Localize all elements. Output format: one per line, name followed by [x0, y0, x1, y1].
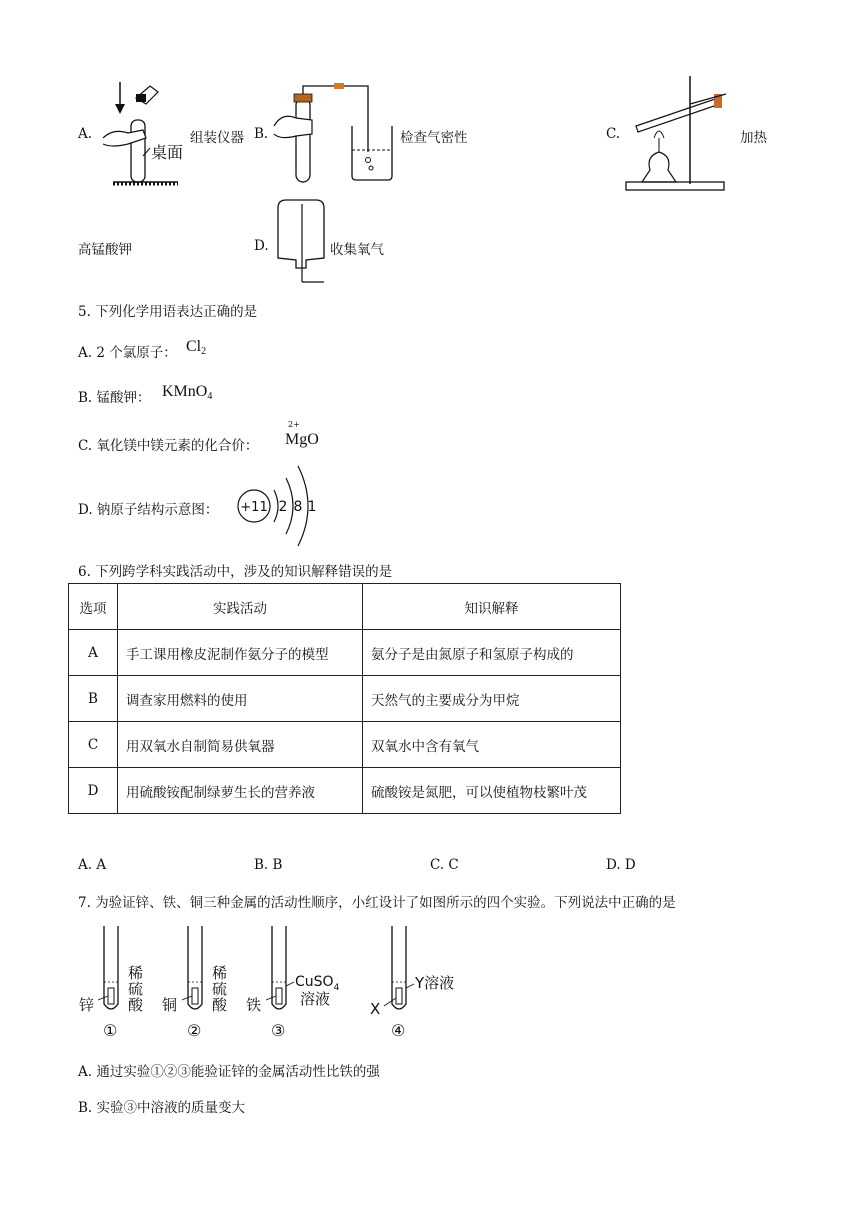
q4-option-d-caption: 收集氧气 — [330, 242, 384, 258]
tube-3-number: ③ — [271, 1021, 286, 1040]
table-header-cell: 选项 — [69, 584, 118, 630]
tube-2-number: ② — [187, 1021, 202, 1040]
q6-option-b: B. B — [254, 857, 283, 873]
q5-option-c-formula: MgO — [285, 431, 319, 448]
tube-3-solution-word: 溶液 — [300, 990, 331, 1008]
desk-label: 桌面 — [151, 143, 184, 162]
sodium-atom-structure-diagram — [236, 460, 326, 552]
table-header-cell: 实践活动 — [118, 584, 363, 630]
heating-apparatus-illustration — [626, 72, 726, 192]
q4-option-c-caption: 加热 — [740, 130, 767, 146]
q5-option-b-formula: KMnO$_4$ — [162, 383, 213, 402]
test-tube-3 — [246, 926, 340, 1040]
q4-option-a-caption: 组装仪器 — [190, 130, 244, 146]
q5-option-b-text: B. 锰酸钾： — [78, 390, 151, 406]
shell-1-electron-count: 2 — [278, 499, 288, 515]
table-cell-activity: 调查家用燃料的使用 — [118, 676, 363, 722]
tube-1-solution-char-3: 酸 — [128, 996, 144, 1014]
q4-option-c-letter: C. — [606, 126, 621, 142]
q4-option-d-letter: D. — [254, 238, 269, 254]
q4-option-c-caption-continued: 高锰酸钾 — [78, 242, 132, 258]
tube-1-metal-label: 锌 — [79, 996, 95, 1014]
tube-4-metal-label: X — [370, 1000, 381, 1018]
shell-3-electron-count: 1 — [307, 499, 317, 515]
test-tube-1 — [79, 926, 144, 1040]
q5-option-a-formula: $Cl_2$ — [186, 338, 207, 357]
table-cell-explanation: 双氧水中含有氧气 — [363, 722, 621, 768]
table-cell-explanation: 硫酸铵是氮肥，可以使植物枝繁叶茂 — [363, 768, 621, 814]
table-row — [69, 676, 621, 722]
table-header-row — [69, 584, 621, 630]
metal-activity-experiment-diagram — [76, 922, 476, 1046]
tube-3-metal-label: 铁 — [246, 996, 262, 1014]
tube-1-solution-char-1: 稀 — [128, 964, 144, 982]
table-cell-activity: 手工课用橡皮泥制作氨分子的模型 — [118, 630, 363, 676]
table-cell-explanation: 天然气的主要成分为甲烷 — [363, 676, 621, 722]
table-cell-activity: 用双氧水自制简易供氧器 — [118, 722, 363, 768]
q6-option-d: D. D — [606, 857, 636, 873]
q6-option-c: C. C — [430, 857, 459, 873]
nucleus-charge-label: +11 — [240, 500, 268, 515]
q5-option-d-text: D. 钠原子结构示意图： — [78, 502, 219, 518]
tube-4-number: ④ — [391, 1021, 406, 1040]
table-header-cell: 知识解释 — [363, 584, 621, 630]
table-cell-option: C — [69, 722, 118, 768]
tube-2-solution-char-3: 酸 — [212, 996, 228, 1014]
tube-2-solution-char-2: 硫 — [212, 980, 228, 998]
airtightness-check-illustration — [272, 82, 398, 186]
q4-option-b-caption: 检查气密性 — [400, 130, 468, 146]
q5-option-c-text: C. 氧化镁中镁元素的化合价： — [78, 438, 259, 454]
q4-option-b-letter: B. — [254, 126, 269, 142]
assemble-apparatus-illustration — [98, 78, 198, 186]
q6-table — [68, 583, 621, 814]
q7-option-a: A. 通过实验①②③能验证锌的金属活动性比铁的强 — [78, 1064, 380, 1080]
table-cell-activity: 用硫酸铵配制绿萝生长的营养液 — [118, 768, 363, 814]
q6-stem: 6. 下列跨学科实践活动中，涉及的知识解释错误的是 — [78, 564, 393, 580]
test-tube-2 — [162, 926, 228, 1040]
tube-1-number: ① — [103, 1021, 118, 1040]
table-cell-option: D — [69, 768, 118, 814]
table-cell-explanation: 氨分子是由氮原子和氢原子构成的 — [363, 630, 621, 676]
tube-1-solution-char-2: 硫 — [128, 980, 144, 998]
table-row — [69, 630, 621, 676]
test-tube-4 — [370, 926, 454, 1040]
oxygen-collection-illustration — [276, 198, 326, 290]
table-cell-option: A — [69, 630, 118, 676]
tube-2-metal-label: 铜 — [162, 996, 178, 1014]
q5-option-a-text: A. 2 个氯原子： — [78, 345, 177, 361]
table-row — [69, 768, 621, 814]
tube-2-solution-char-1: 稀 — [212, 964, 228, 982]
table-cell-option: B — [69, 676, 118, 722]
q4-option-a-letter: A. — [78, 126, 93, 142]
table-row — [69, 722, 621, 768]
tube-3-solution-formula: CuSO$_4$ — [295, 974, 340, 993]
q6-option-a: A. A — [78, 857, 107, 873]
tube-4-solution-label: Y溶液 — [415, 974, 455, 992]
q5-stem: 5. 下列化学用语表达正确的是 — [78, 304, 258, 320]
q7-stem: 7. 为验证锌、铁、铜三种金属的活动性顺序，小红设计了如图所示的四个实验。下列说法中正确的是 — [78, 895, 676, 911]
q5-option-c-valence: 2+ — [288, 420, 300, 429]
shell-2-electron-count: 8 — [293, 499, 303, 515]
q7-option-b: B. 实验③中溶液的质量变大 — [78, 1100, 246, 1116]
